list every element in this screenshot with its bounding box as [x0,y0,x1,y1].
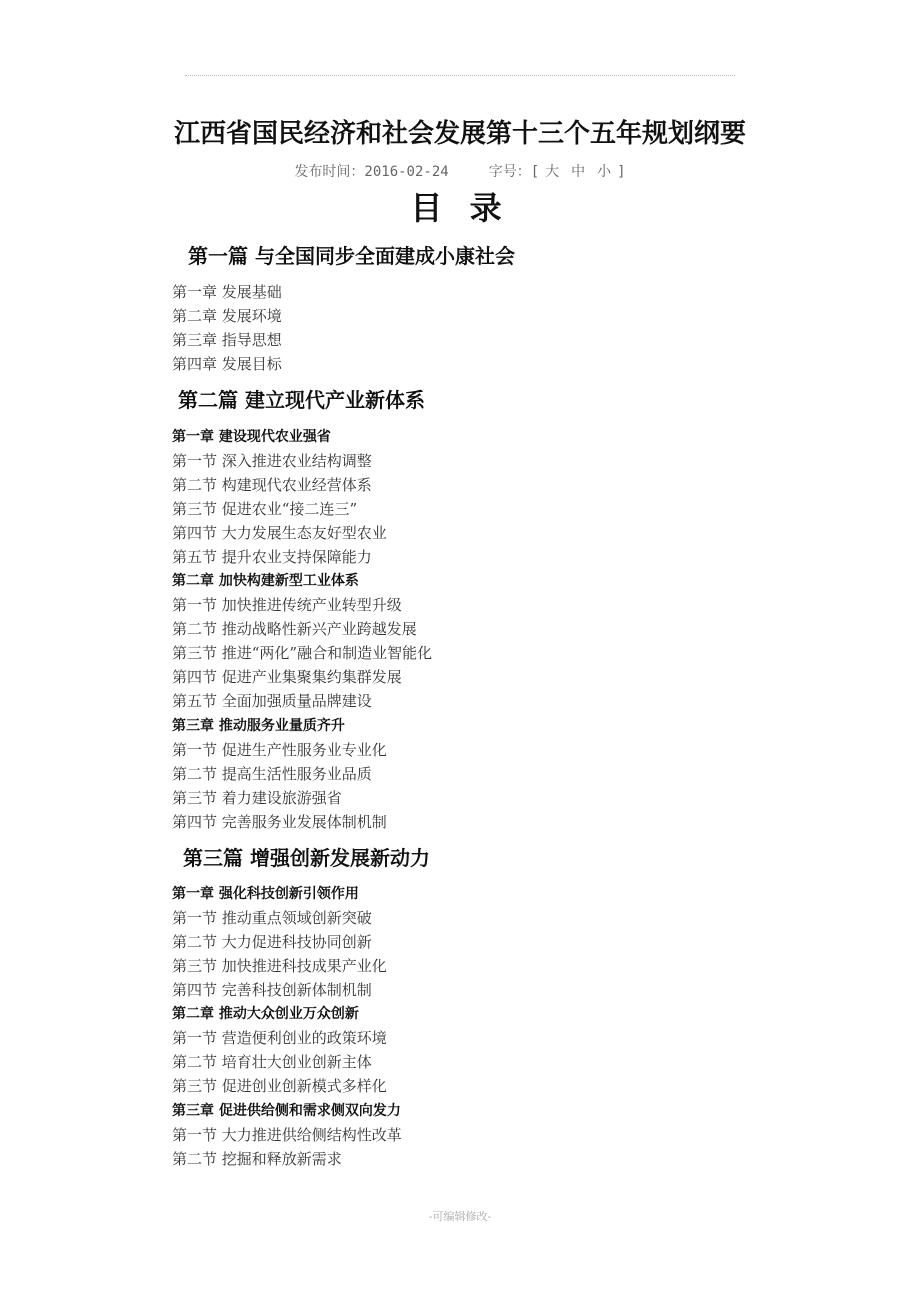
publish-date: 发布时间：2016-02-24 [294,164,449,180]
toc-chapter[interactable]: 第二章 推动大众创业万众创新 [172,1006,359,1022]
toc-chapter[interactable]: 第一章 强化科技创新引领作用 [172,886,359,902]
toc-entry[interactable]: 第三节 着力建设旅游强省 [172,789,342,807]
toc-entry[interactable]: 第四节 完善科技创新体制机制 [172,981,372,999]
toc-entry[interactable]: 第一节 深入推进农业结构调整 [172,452,372,470]
toc-entry[interactable]: 第一节 推动重点领域创新突破 [172,909,372,927]
toc-entry[interactable]: 第一节 加快推进传统产业转型升级 [172,596,402,614]
toc-entry[interactable]: 第三节 促进农业“接二连三” [172,500,358,518]
page-footer: -可编辑修改- [428,1210,492,1223]
toc-entry[interactable]: 第二节 提高生活性服务业品质 [172,765,372,783]
part-3-title: 第三篇 增强创新发展新动力 [183,846,430,870]
toc-entry[interactable]: 第四章 发展目标 [172,355,282,373]
toc-entry[interactable]: 第二节 培育壮大创业创新主体 [172,1053,372,1071]
toc-heading: 目 录 [410,189,510,227]
toc-entry[interactable]: 第一节 大力推进供给侧结构性改革 [172,1126,402,1144]
toc-entry[interactable]: 第三章 指导思想 [172,331,282,349]
font-size-medium-link[interactable]: 中 [571,164,586,180]
publish-meta [0,162,920,182]
toc-entry[interactable]: 第二节 推动战略性新兴产业跨越发展 [172,620,417,638]
toc-entry[interactable]: 第四节 促进产业集聚集约集群发展 [172,668,402,686]
toc-entry[interactable]: 第二节 挖掘和释放新需求 [172,1150,342,1168]
toc-entry[interactable]: 第一节 营造便利创业的政策环境 [172,1029,387,1047]
part-1-title: 第一篇 与全国同步全面建成小康社会 [188,244,515,268]
toc-chapter[interactable]: 第二章 加快构建新型工业体系 [172,573,359,589]
toc-chapter[interactable]: 第三章 推动服务业量质齐升 [172,718,345,734]
toc-entry[interactable]: 第三节 推进“两化”融合和制造业智能化 [172,644,433,662]
font-size-close: ] [617,164,626,180]
toc-entry[interactable]: 第三节 促进创业创新模式多样化 [172,1077,387,1095]
header-divider [185,75,735,76]
font-size-label: 字号：[ [488,164,540,180]
document-title: 江西省国民经济和社会发展第十三个五年规划纲要 [173,119,746,149]
toc-entry[interactable]: 第四节 大力发展生态友好型农业 [172,524,387,542]
toc-entry[interactable]: 第一章 发展基础 [172,283,282,301]
toc-entry[interactable]: 第二节 大力促进科技协同创新 [172,933,372,951]
toc-entry[interactable]: 第二章 发展环境 [172,307,282,325]
toc-entry[interactable]: 第五节 全面加强质量品牌建设 [172,692,372,710]
font-size-large-link[interactable]: 大 [545,164,560,180]
toc-entry[interactable]: 第一节 促进生产性服务业专业化 [172,741,387,759]
toc-entry[interactable]: 第二节 构建现代农业经营体系 [172,476,372,494]
toc-entry[interactable]: 第三节 加快推进科技成果产业化 [172,957,387,975]
part-2-title: 第二篇 建立现代产业新体系 [178,388,425,412]
font-size-small-link[interactable]: 小 [597,164,612,180]
toc-entry[interactable]: 第五节 提升农业支持保障能力 [172,548,372,566]
toc-entry[interactable]: 第四节 完善服务业发展体制机制 [172,813,387,831]
toc-chapter[interactable]: 第一章 建设现代农业强省 [172,429,331,445]
toc-chapter[interactable]: 第三章 促进供给侧和需求侧双向发力 [172,1103,401,1119]
